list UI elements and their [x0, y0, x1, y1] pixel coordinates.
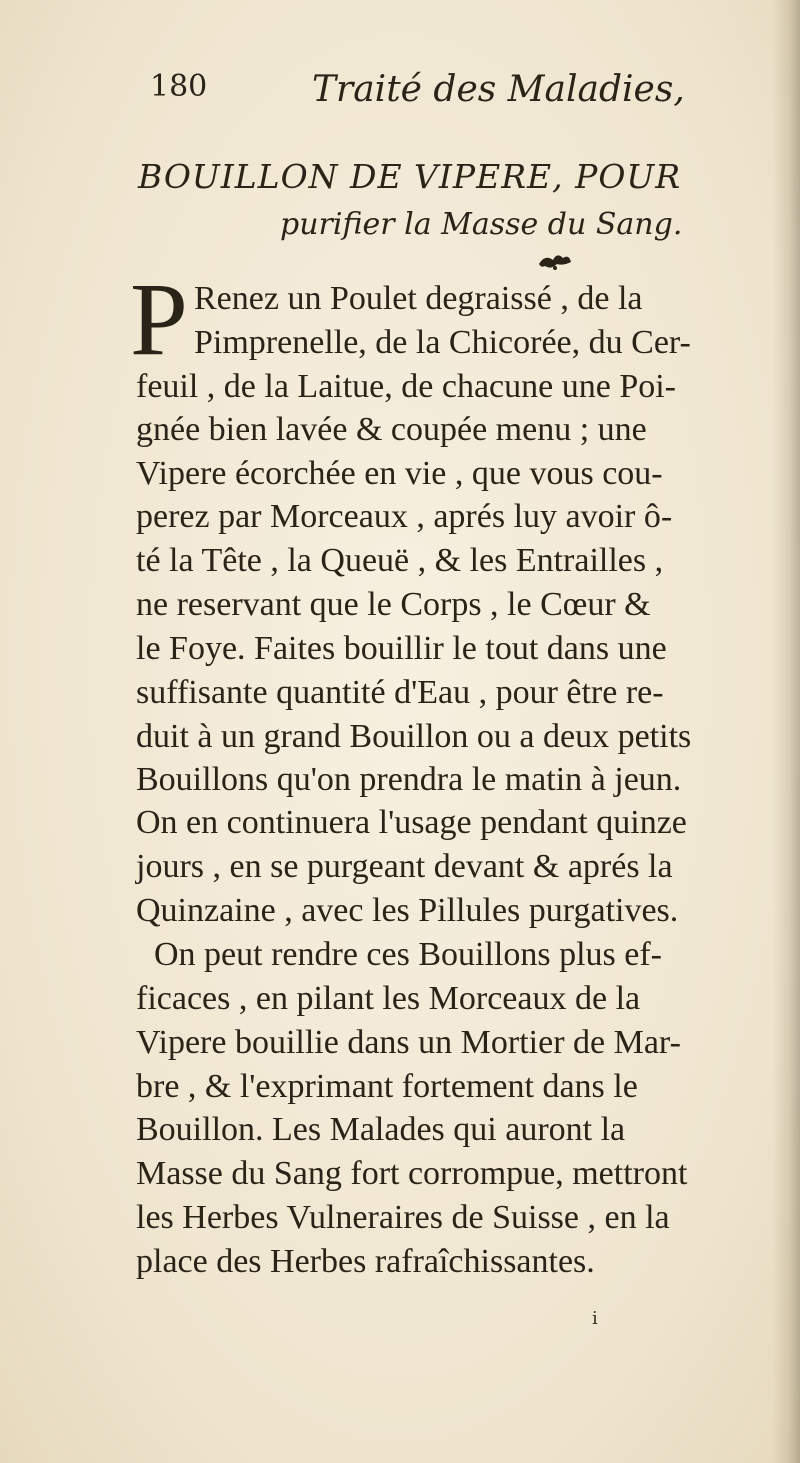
text-line: ne reservant que le Corps , le Cœur &: [136, 586, 651, 623]
drop-cap: P: [130, 262, 188, 377]
text-line: feuil , de la Laitue, de chacune une Poi-: [136, 368, 676, 405]
text-line: duit à un grand Bouillon ou a deux petits: [136, 718, 692, 755]
text-line: bre , & l'exprimant fortement dans le: [136, 1068, 638, 1105]
signature-mark: i: [592, 1308, 598, 1329]
text-line: place des Herbes rafraîchissantes.: [136, 1243, 595, 1280]
text-line: Renez un Poulet degraissé , de la: [194, 280, 643, 317]
fleuron-ornament-icon: [535, 250, 575, 272]
text-line: ficaces , en pilant les Morceaux de la: [136, 980, 641, 1017]
running-head: Traité des Maladies,: [312, 69, 685, 110]
text-line: On peut rendre ces Bouillons plus ef-: [154, 936, 662, 973]
text-line: Masse du Sang fort corrompue, mettront: [136, 1155, 688, 1192]
text-line: gnée bien lavée & coupée menu ; une: [136, 411, 647, 448]
page-number: 180: [150, 69, 208, 104]
text-line: Vipere écorchée en vie , que vous cou-: [136, 455, 663, 492]
text-line: té la Tête , la Queuë , & les Entrailles ,: [136, 542, 664, 579]
text-line: Quinzaine , avec les Pillules purgatives.: [136, 892, 679, 929]
text-line: Bouillons qu'on prendra le matin à jeun.: [136, 761, 682, 798]
text-line: les Herbes Vulneraires de Suisse , en la: [136, 1199, 670, 1236]
text-line: jours , en se purgeant devant & aprés la: [136, 848, 673, 885]
recipe-title: BOUILLON DE VIPERE, POUR: [138, 157, 682, 196]
text-line: suffisante quantité d'Eau , pour être re-: [136, 674, 664, 711]
text-line: Bouillon. Les Malades qui auront la: [136, 1111, 626, 1148]
text-line: le Foye. Faites bouillir le tout dans une: [136, 630, 667, 667]
text-line: perez par Morceaux , aprés luy avoir ô-: [136, 498, 673, 535]
text-line: Vipere bouillie dans un Mortier de Mar-: [136, 1024, 681, 1061]
recipe-subtitle: purifier la Masse du Sang.: [280, 207, 683, 242]
page-edge-shadow: [772, 0, 800, 1463]
text-line: On en continuera l'usage pendant quinze: [136, 804, 687, 841]
text-line: Pimprenelle, de la Chicorée, du Cer-: [194, 324, 691, 361]
